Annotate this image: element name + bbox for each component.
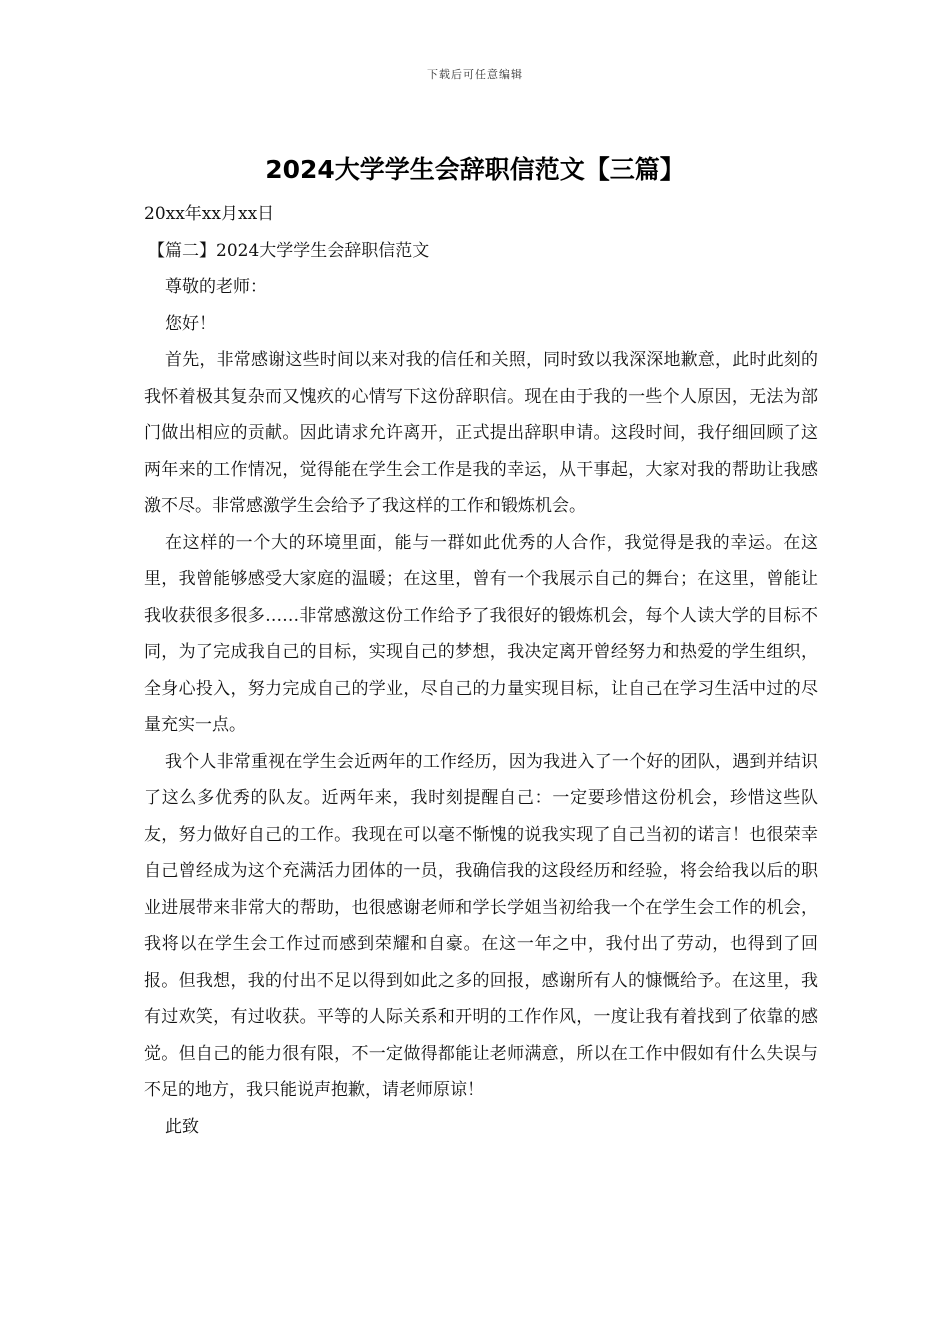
section-heading: 【篇二】2024大学学生会辞职信范文 — [148, 240, 430, 261]
body-paragraph-1: 首先，非常感谢这些时间以来对我的信任和关照，同时致以我深深地歉意，此时此刻的我怀着极其复杂而又愧疚的心情写下这份辞职信。现在由于我的一些个人原因，无法为部门做出相应的贡献。因此请求允许离开，正式提出辞职申请。这段时间，我仔细回顾了这两年来的工作情况，觉得能在学生会工作是我的幸运，从干事起，大家对我的帮助让我感激不尽。非常感激学生会给予了我这样的工作和锻炼机会。 — [144, 350, 818, 516]
document-body — [144, 196, 818, 1145]
closing: 此致 — [165, 1116, 199, 1137]
greeting: 您好！ — [165, 313, 216, 334]
header-note: 下载后可任意编辑 — [427, 68, 523, 81]
salutation: 尊敬的老师： — [165, 277, 267, 297]
date-line: 20xx年xx月xx日 — [144, 204, 275, 224]
document-title: 2024大学学生会辞职信范文【三篇】 — [265, 155, 685, 184]
body-paragraph-2: 在这样的一个大的环境里面，能与一群如此优秀的人合作，我觉得是我的幸运。在这里，我曾能够感受大家庭的温暖；在这里，曾有一个我展示自己的舞台；在这里，曾能让我收获很多很多……非常感激这份工作给予了我很好的锻炼机会，每个人读大学的目标不同，为了完成我自己的目标，实现自己的梦想，我决定离开曾经努力和热爱的学生组织，全身心投入，努力完成自己的学业，尽自己的力量实现目标，让自己在学习生活中过的尽量充实一点。 — [144, 532, 818, 735]
body-paragraph-3: 我个人非常重视在学生会近两年的工作经历，因为我进入了一个好的团队，遇到并结识了这么多优秀的队友。近两年来，我时刻提醒自己：一定要珍惜这份机会，珍惜这些队友，努力做好自己的工作。我现在可以毫不惭愧的说我实现了自己当初的诺言！也很荣幸自己曾经成为这个充满活力团体的一员，我确信我的这段经历和经验，将会给我以后的职业进展带来非常大的帮助，也很感谢老师和学长学姐当初给我一个在学生会工作的机会，我将以在学生会工作过而感到荣耀和自豪。在这一年之中，我付出了劳动，也得到了回报。但我想，我的付出不足以得到如此之多的回报，感谢所有人的慷慨给予。在这里，我有过欢笑，有过收获。平等的人际关系和开明的工作作风，一度让我有着找到了依靠的感觉。但自己的能力很有限，不一定做得都能让老师满意，所以在工作中假如有什么失误与不足的地方，我只能说声抱歉，请老师原谅！ — [144, 751, 818, 1100]
